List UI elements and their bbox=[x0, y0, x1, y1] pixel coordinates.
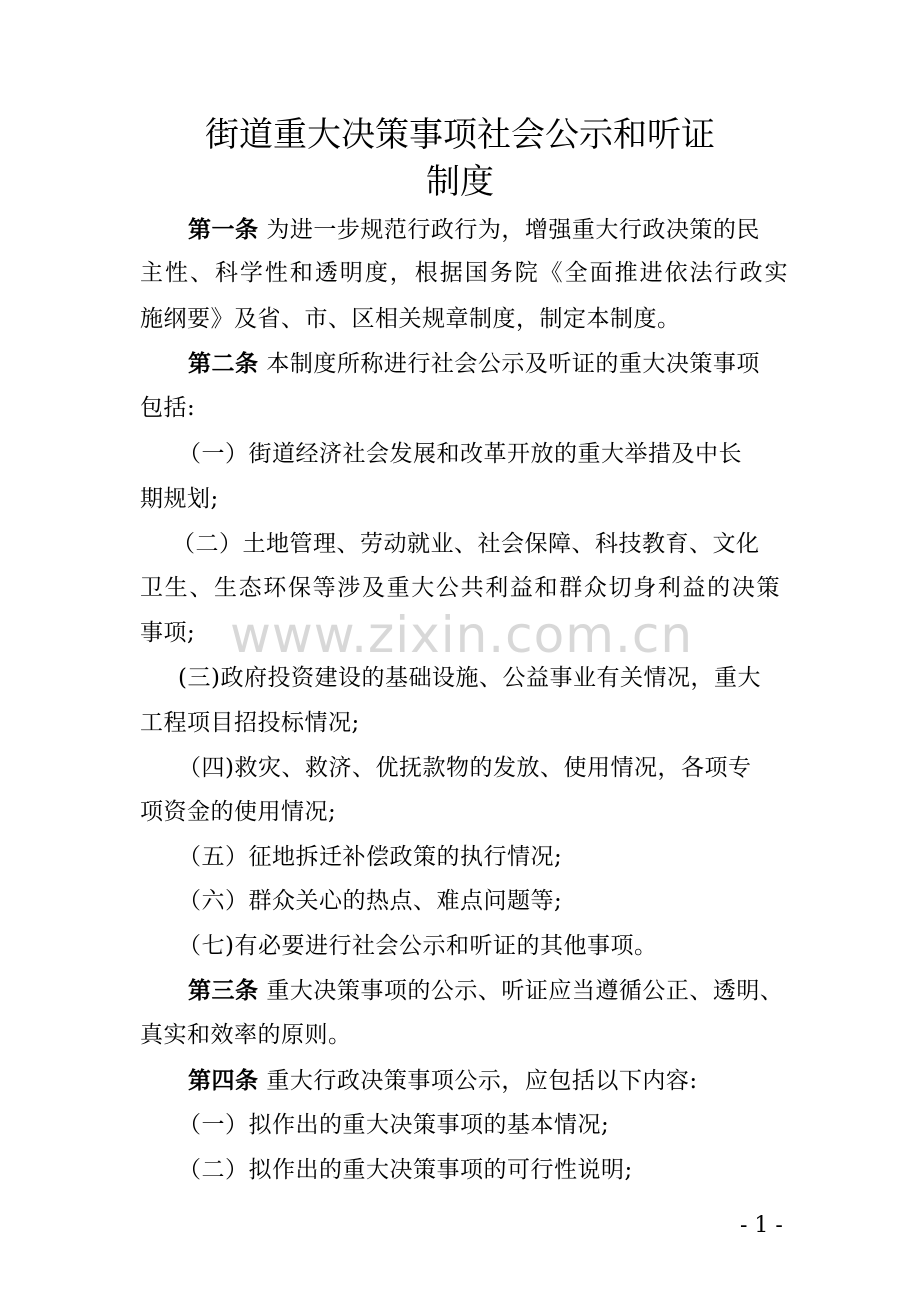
article1-first-line bbox=[188, 215, 760, 245]
item2-line1: （二）土地管理、劳动就业、社会保障、科技教育、文化 bbox=[172, 531, 760, 557]
article2-label: 第二条 bbox=[188, 351, 259, 377]
item5-line: （五）征地拆迁补偿政策的执行情况; bbox=[178, 844, 563, 870]
item7-line: （七)有必要进行社会公示和听证的其他事项。 bbox=[178, 933, 658, 959]
item2-line2: 卫生、生态环保等涉及重大公共利益和群众切身利益的决策 bbox=[140, 575, 780, 601]
watermark-text: www.zixin.com.cn bbox=[230, 606, 694, 664]
article3-text-line2: 真实和效率的原则。 bbox=[140, 1022, 352, 1048]
article3-text-line1: 重大决策事项的公示、听证应当遵循公正、透明、 bbox=[266, 978, 784, 1004]
article1-text-line2: 主性、科学性和透明度，根据国务院《全面推进依法行政实 bbox=[140, 260, 788, 286]
article4-first-line bbox=[188, 1066, 698, 1096]
item1-line1: （一）街道经济社会发展和改革开放的重大举措及中长 bbox=[178, 441, 742, 467]
article3-label: 第三条 bbox=[188, 978, 259, 1004]
article4-text-line1: 重大行政决策事项公示，应包括以下内容: bbox=[266, 1068, 698, 1094]
article2-text-line1: 本制度所称进行社会公示及听证的重大决策事项 bbox=[266, 351, 760, 377]
document-title-line1: 街道重大决策事项社会公示和听证 bbox=[205, 115, 715, 155]
item4-line1: （四)救灾、救济、优抚款物的发放、使用情况，各项专 bbox=[178, 755, 752, 781]
article3-first-line bbox=[188, 976, 783, 1006]
item3-line2: 工程项目招投标情况; bbox=[140, 710, 360, 736]
document-title-line2: 制度 bbox=[426, 162, 494, 202]
article4-item2: （二）拟作出的重大决策事项的可行性说明; bbox=[178, 1157, 633, 1183]
article2-first-line bbox=[188, 349, 760, 379]
item6-line: （六）群众关心的热点、难点问题等; bbox=[178, 888, 563, 914]
item2-line3: 事项; bbox=[140, 620, 196, 646]
article1-label: 第一条 bbox=[188, 217, 259, 243]
item1-line2: 期规划; bbox=[140, 486, 219, 512]
article1-text-line1: 为进一步规范行政行为，增强重大行政决策的民 bbox=[266, 217, 760, 243]
article4-item1: （一）拟作出的重大决策事项的基本情况; bbox=[178, 1112, 610, 1138]
page-number: - 1 - bbox=[740, 1213, 783, 1238]
article1-text-line3: 施纲要》及省、市、区相关规章制度，制定本制度。 bbox=[140, 306, 681, 332]
item4-line2: 项资金的使用情况; bbox=[140, 799, 337, 825]
article2-text-line2: 包括: bbox=[140, 395, 196, 421]
article4-label: 第四条 bbox=[188, 1068, 259, 1094]
item3-line1: (三)政府投资建设的基础设施、公益事业有关情况，重大 bbox=[178, 665, 761, 691]
